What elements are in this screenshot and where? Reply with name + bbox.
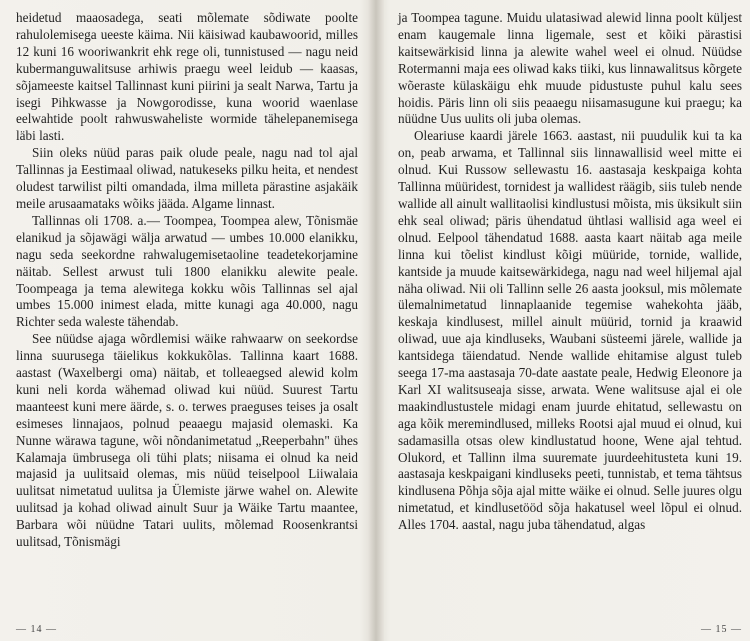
left-paragraph-2: Siin oleks nüüd paras paik olude peale, nagu nad tol ajal Tallinnas ja Eestimaal oliwad, natukeseks pilku heita, et nendest oludest tarwilist pilti omandada, ilma milleta pärastine asjakäik meile arusaamataks wõiks jääda. Algame linnast. — [16, 145, 358, 211]
left-page-number: — 14 — — [16, 624, 57, 635]
right-page — [384, 0, 750, 641]
right-page-number: — 15 — — [701, 624, 742, 635]
right-paragraph-2: Oleariuse kaardi järele 1663. aastast, nii puudulik kui ta ka on, peab arwama, et Tallinnal siis linnawallisid weel mitte ei olnud. Kui Russow sellewastu 16. aastasaja keskpaiga kohta Tallinna müüridest, tornidest ja wallidest räägib, siis tuleb nende wallide all ainult wallitaolisi kindlustusi mõista, mis üksikult siin ehk seal oliwad; päris ühendatud ühtlasi wallisid aga weel ei olnud. Eelpool tähendatud 1688. aasta kaart näitab aga meile linna kui tõelist kindlust kõigi müüride, tornide, wallide, kantside ja muude kaitsewärkidega, nagu nad weel hiljemal ajal näha oliwad. Nii oli Tallinn selle 26 aasta jooksul, mis mõlemate ülemalnimetatud linnaplaanide tegemise wahekohta jääb, keskaja kindlusest, millel ainult müürid, tornid ja kraawid oliwad, uue aja kindluseks, Waubani süsteemi järele, wallide ja kantsidega täiendatud. Nende wallide ehitamise algust tuleb seega 17-ma aastasaja 70-date aastate peale, Hedwig Eleonore ja Karl XI walitsuseaja sisse, arwata. Wene walitsuse ajal ei ole maakindlustustele midagi enam juurde ehitatud, sellewastu on aga kõik meremindlused, milleks Rootsi ajal muud ei olnud, kui sadamasilla otsas olew kindlustatud hoone, Wene ajal tehtud. Olukord, et Tallinn ilma suuremate juurdeehitusteta kuni 19. aastasaja keskpaigani kindluseks peeti, tunnistab, et tema tähtsus kindlusena Põhja sõja ajal mitte wäike ei olnud. Selle juures olgu nimetatud, et kindlusetööd sõja hakatusel weel lõpul ei olnud. Alles 1704. aastal, nagu juba tähendatud, algas — [398, 128, 742, 533]
left-paragraph-3: Tallinnas oli 1708. a.— Toompea, Toompea alew, Tõnismäe elanikud ja sõjawägi wälja arwatud — umbes 10.000 elanikku, nagu seda seekordne rahwalugemisetaoline teadetekorjamine näitab. Sellest arwust tuli 1800 elanikku alewite peale. Toompeaga ja tema alewitega kokku wõis Tallinnas sel ajal umbes 15.000 inimest elada, mitte kunagi aga 40.000, nagu Richter seda waleste tähendab. — [16, 212, 358, 330]
right-paragraph-1: ja Toompea tagune. Muidu ulatasiwad alewid linna poolt küljest enam kaugemale linna ligemale, sest et kõiki pärastisi kaitsewärkisid linna ja alewite wahel weel ei olnud. Nüüdse Rotermanni maja ees oliwad kaks tiiki, kus linnawalitsus kõrgete wõeraste külaskäigu ehk muude pidustuste puhul kalu sees hoidis. Päris linn oli siis peaaegu niisamasugune kui praegu; ka nüüdne Uus uulits oli juba olemas. — [398, 10, 742, 127]
book-gutter — [368, 0, 384, 641]
left-page — [0, 0, 368, 641]
left-paragraph-1: heidetud maaosadega, seati mõlemate sõdiwate poolte rahulolemisega ueeste käima. Nii käisiwad kaubawoorid, milles 12 kuni 16 wooriwankrit ehk rege oli, tunnistused — nagu neid kubermanguwalitsuse arhiwis praegu weel leidub — kaasas, sõjameeste kaitsel Tallinnast kuni piirini ja sealt Narwa, Tartu ja isegi Pihkwasse ja Nowgorodisse, kuna woorid waenlase eelwahtide poolt rahwuswaheliste wormide tähelepanemisega läbi lasti. — [16, 10, 358, 144]
left-paragraph-4: See nüüdse ajaga wõrdlemisi wäike rahwaarw on seekordse linna suurusega täielikus kokkukõlas. Tallinna kaart 1688. aastast (Waxelbergi oma) näitab, et tolleaegsed alewid kolm kuni neli korda wähemad oliwad kui nüüd. Suurest Tartu maanteest kuni mere äärde, s. o. terwes praeguses teises ja osalt esimeses linnajaos, polnud peaaegu majasid olemaski. Ka Nunne wärawa tagune, wõi nõndanimetatud „Reeperbahn" ühes Kalamaja ümbrusega oli tühi plats; niisama ei olnud ka neid majasid ja uulitsaid olemas, mis nüüd teiselpool Liiwalaia uulitsat nimetatud uulitsa ja Ülemiste järwe wahel on. Alewite uulitsad ja kohad oliwad ainult Suur ja Wäike Tartu maantee, Barbara wõi nüüdne Tatari uulits, mõlemad Roosenkrantsi uulitsad, Tõnismägi — [16, 331, 358, 550]
